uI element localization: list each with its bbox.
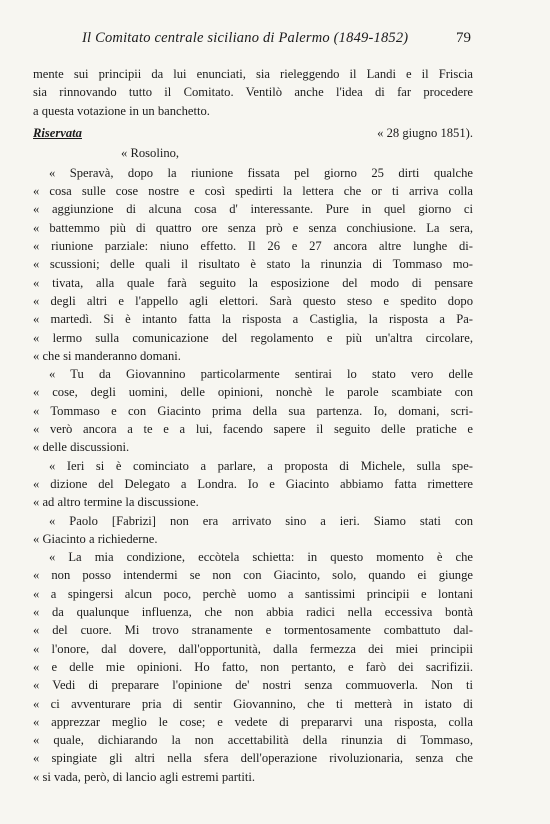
riservata-label: Riservata bbox=[33, 125, 82, 140]
body-text bbox=[33, 65, 473, 786]
letter-paragraph bbox=[33, 365, 473, 456]
text-line: « degli altri e l'appello agli elettori. Sarà questo steso e spedito dopo bbox=[33, 293, 473, 308]
text-line: « cose, degli uomini, delle opinioni, nonchè le parole scambiate con bbox=[33, 385, 473, 400]
letter-paragraph bbox=[33, 548, 473, 786]
text-line: « aggiunzione di alcuna cosa d' interessante. Pure in quel giorno ci bbox=[33, 202, 473, 217]
text-line: « l'onore, dal dovere, dall'opportunità, dalla fermezza dei miei principii bbox=[33, 641, 473, 656]
text-line: « verò ancora a te e a lui, facendo sapere il seguito delle pratiche e bbox=[33, 422, 473, 437]
text-line: « martedì. Si è intanto fatta la risposta a Castiglia, la risposta a Pa- bbox=[33, 312, 473, 327]
text-line: sia rinnovando tutto il Comitato. Ventilò anche l'idea di far procedere bbox=[33, 85, 473, 100]
text-line: « apprezzar meglio le cose; e vedete di prepararvi una risposta, colla bbox=[33, 714, 473, 729]
text-line: « Tommaso e con Giacinto prima della sua partenza. Io, domani, scri- bbox=[33, 403, 473, 418]
text-line: « Paolo [Fabrizi] non era arrivato sino a ieri. Siamo stati con bbox=[49, 513, 473, 528]
text-line: « a spingersi alcun poco, perchè uomo a santissimi principii e lontani bbox=[33, 586, 473, 601]
letter-date: « 28 giugno 1851). bbox=[377, 125, 473, 140]
text-line: « e delle mie opinioni. Ho fatto, non pertanto, e farò dei sacrifizii. bbox=[33, 659, 473, 674]
text-line: « riunione parziale: niuno effetto. Il 26 e 27 ancora altre lunghe di- bbox=[33, 239, 473, 254]
running-title: Il Comitato centrale siciliano di Palermo (1849-1852) bbox=[82, 30, 409, 46]
text-line: « che si manderanno domani. bbox=[33, 348, 181, 363]
text-line: « La mia condizione, eccòtela schietta: in questo momento è che bbox=[49, 550, 473, 565]
page-number: 79 bbox=[456, 30, 471, 46]
text-line: « ad altro termine la discussione. bbox=[33, 495, 199, 510]
text-line: « lermo sulla comunicazione del regolamento e più un'altra circolare, bbox=[33, 330, 473, 345]
text-line: « battemmo più di quattro ore senza prò e senza conchiusione. La sera, bbox=[33, 220, 473, 235]
text-line: a questa votazione in un banchetto. bbox=[33, 103, 210, 118]
text-line: « si vada, però, di lancio agli estremi partiti. bbox=[33, 769, 256, 784]
intro-paragraph bbox=[33, 65, 473, 120]
text-line: « Vedi di preparare l'opinione de' nostri senza commuoverla. Non ti bbox=[33, 678, 473, 693]
letter-paragraph bbox=[33, 457, 473, 512]
text-line: « scussioni; delle quali il risultato è stato la rinunzia di Tommaso mo- bbox=[33, 257, 473, 272]
text-line: « Ieri si è cominciato a parlare, a proposta di Michele, sulla spe- bbox=[49, 458, 473, 473]
text-line: « da qualunque influenza, che non abbia radici nella eccessiva bontà bbox=[33, 605, 473, 620]
text-line: « quale, dichiarando la non accettabilità della rinunzia di Tommaso, bbox=[33, 733, 473, 748]
text-line: « tivata, alla quale farà seguito la esposizione del modo di pensare bbox=[33, 275, 473, 290]
letter-heading bbox=[33, 120, 473, 142]
text-line: « del cuore. Mi trovo stranamente e tormentosamente combattuto dal- bbox=[33, 623, 473, 638]
text-line: « ci avventurare pria di sentir Giovannino, che ti metterà in istato di bbox=[33, 696, 473, 711]
text-line: « Speravà, dopo la riunione fissata pel giorno 25 dirti qualche bbox=[49, 165, 473, 180]
text-line: « Tu da Giovannino particolarmente sentirai lo stato vero delle bbox=[49, 367, 473, 382]
letter-paragraph bbox=[33, 512, 473, 549]
letter-body bbox=[33, 164, 473, 786]
text-line: « Giacinto a richiederne. bbox=[33, 531, 158, 546]
text-line: « cosa sulle cose nostre e così spedirti la lettera che or ti arriva colla bbox=[33, 184, 473, 199]
text-line: « dizione del Delegato a Londra. Io e Giacinto abbiamo fatta rimettere bbox=[33, 476, 473, 491]
text-line: « non posso intendermi se non con Giacinto, solo, quando ei giunge bbox=[33, 568, 473, 583]
text-line: « delle discussioni. bbox=[33, 440, 130, 455]
text-line: « spingiate gli altri nella sfera dell'operazione rivoluzionaria, senza che bbox=[33, 751, 473, 766]
letter-paragraph bbox=[33, 164, 473, 365]
text-line: mente sui principii da lui enunciati, sia rieleggendo il Landi e il Friscia bbox=[33, 67, 473, 81]
salutation: « Rosolino, bbox=[121, 145, 180, 160]
